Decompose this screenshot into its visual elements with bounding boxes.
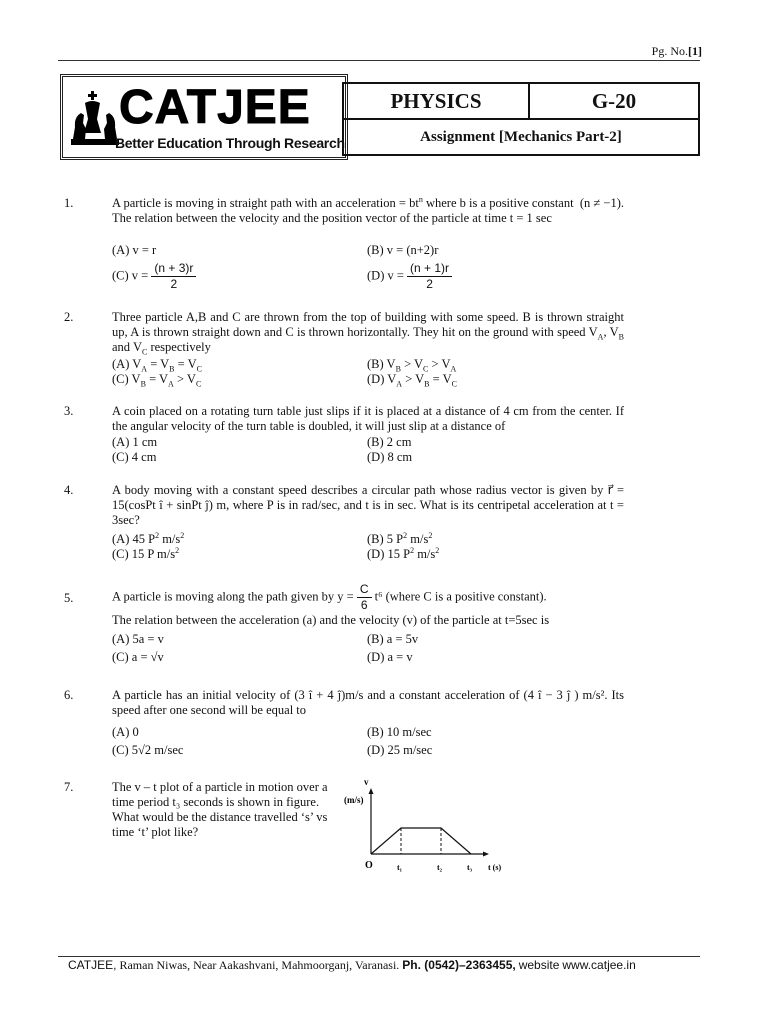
option-d: (D) 8 cm: [367, 450, 413, 464]
option-c: (C) a = √v: [112, 650, 164, 664]
option-d: (D) $V_A > V_B = V_C$: [367, 372, 457, 389]
option-a: (A) v = r: [112, 243, 157, 257]
option-d: (D) 25 m/sec: [367, 743, 433, 757]
tick-t2: t₂: [437, 863, 443, 872]
option-b: (B) 10 m/sec: [367, 725, 432, 739]
question-text: The v – t plot of a particle in motion over a time period t₃ seconds is shown in figure. What would be the distance travelled ‘s’ vs time ‘t’ plot like?: [112, 780, 328, 839]
footer-address: Raman Niwas, Near Aakashvani, Mahmoorganj, Varanasi.: [119, 958, 400, 972]
top-rule: [58, 60, 700, 61]
option-b: (B) $V_B > V_C > V_A$: [367, 357, 457, 374]
catjee-logo: [60, 74, 348, 160]
question-number: 4.: [64, 483, 74, 497]
question-text: A particle is moving along the path given by y = $\frac{C}{6}$ t⁶ (where C is a positive constant). The relation between the acceleration (a) and the velocity (v) of the particle at t=5sec is: [112, 582, 550, 627]
page-footer: [68, 958, 636, 973]
option-a: (A) $V_A = V_B = V_C$: [112, 357, 202, 374]
header-table: [342, 82, 700, 156]
option-c: (C) v = $\frac{(n + 3)r}{2}$: [112, 261, 196, 292]
option-a: (A) 0: [112, 725, 139, 739]
question-text: Three particle A,B and C are thrown from the top of building with some speed. B is thrown straight up, A is thrown straight down and C is thrown horizontally. They hit on the ground with speed $V_A$, $V_B$ and $V_C$ respectively: [112, 310, 624, 357]
question-text: A particle is moving in straight path with an acceleration = $bt^n$ where b is a positive constant (n ≠ −1). The relation between the velocity and the position vector of the particle at time t = 1 sec: [112, 194, 624, 225]
question-number: 1.: [64, 196, 74, 210]
question-number: 2.: [64, 310, 74, 324]
option-c: (C) 15 P $m/s^2$: [112, 545, 180, 561]
chess-pieces-icon: [71, 89, 119, 147]
question-number: 6.: [64, 688, 74, 702]
question-4: [64, 483, 634, 567]
code-cell: G-20: [530, 84, 698, 120]
question-number: 3.: [64, 404, 74, 418]
question-1: [64, 196, 634, 296]
footer-phone: Ph. (0542)–2363455,: [402, 958, 516, 972]
velocity-curve: [371, 828, 471, 854]
x-axis-label: t (s): [488, 863, 502, 872]
option-c: (C) 4 cm: [112, 450, 157, 464]
question-3: [64, 404, 634, 468]
assignment-title: Assignment [Mechanics Part-2]: [420, 128, 622, 145]
v-t-graph: [338, 776, 518, 876]
logo-title: CATJEE: [119, 81, 311, 134]
question-text: A coin placed on a rotating turn table just slips if it is placed at a distance of 4 cm from the center. If the angular velocity of the turn table is doubled, it will just slip at a distance of: [112, 404, 624, 433]
footer-org: CATJEE,: [68, 958, 117, 972]
y-axis-label: v: [364, 777, 369, 787]
option-d: (D) a = v: [367, 650, 413, 664]
tick-t1: t₁: [397, 863, 403, 872]
option-c: (C) $V_B = V_A > V_C$: [112, 372, 202, 389]
page-number: Pg. No.[1]: [651, 44, 702, 58]
document-header: [60, 74, 700, 160]
question-number: 5.: [64, 591, 74, 605]
option-b: (B) v = (n+2)r: [367, 243, 439, 257]
subject-cell: PHYSICS: [344, 84, 530, 120]
option-a: (A) 5a = v: [112, 632, 164, 646]
question-6: [64, 688, 634, 764]
footer-website-link[interactable]: www.catjee.in: [562, 958, 636, 972]
logo-tagline: Better Education Through Research: [115, 135, 345, 151]
tick-t3: t₃: [467, 863, 473, 872]
option-d: (D) 15 $P^2$ $m/s^2$: [367, 545, 440, 561]
question-5: [64, 582, 634, 668]
option-a: (A) 1 cm: [112, 435, 158, 449]
question-number: 7.: [64, 780, 74, 794]
origin-label: O: [365, 860, 373, 871]
option-b: (B) a = 5v: [367, 632, 419, 646]
option-b: (B) 5 $P^2$ $m/s^2$: [367, 530, 433, 546]
option-d: (D) v = $\frac{(n + 1)r}{2}$: [367, 261, 452, 292]
question-2: [64, 310, 634, 390]
y-axis-unit: (m/s): [344, 795, 364, 805]
option-c: (C) 5√2 m/sec: [112, 743, 184, 757]
question-text: A body moving with a constant speed describes a circular path whose radius vector is given by r⃗ = 15(cosPt î + sinPt ĵ) m, where P is in rad/sec, and t is in sec. What is its centripetal acceleration at t = 3sec?: [112, 483, 624, 527]
footer-website-label: website: [518, 958, 560, 972]
option-a: (A) 45 $P^2$ $m/s^2$: [112, 530, 185, 546]
option-b: (B) 2 cm: [367, 435, 412, 449]
bottom-rule: [58, 956, 700, 957]
question-text: A particle has an initial velocity of (3 î + 4 ĵ)m/s and a constant acceleration of (4 î − 3 ĵ ) m/s². Its speed after one second will be equal to: [112, 688, 624, 717]
